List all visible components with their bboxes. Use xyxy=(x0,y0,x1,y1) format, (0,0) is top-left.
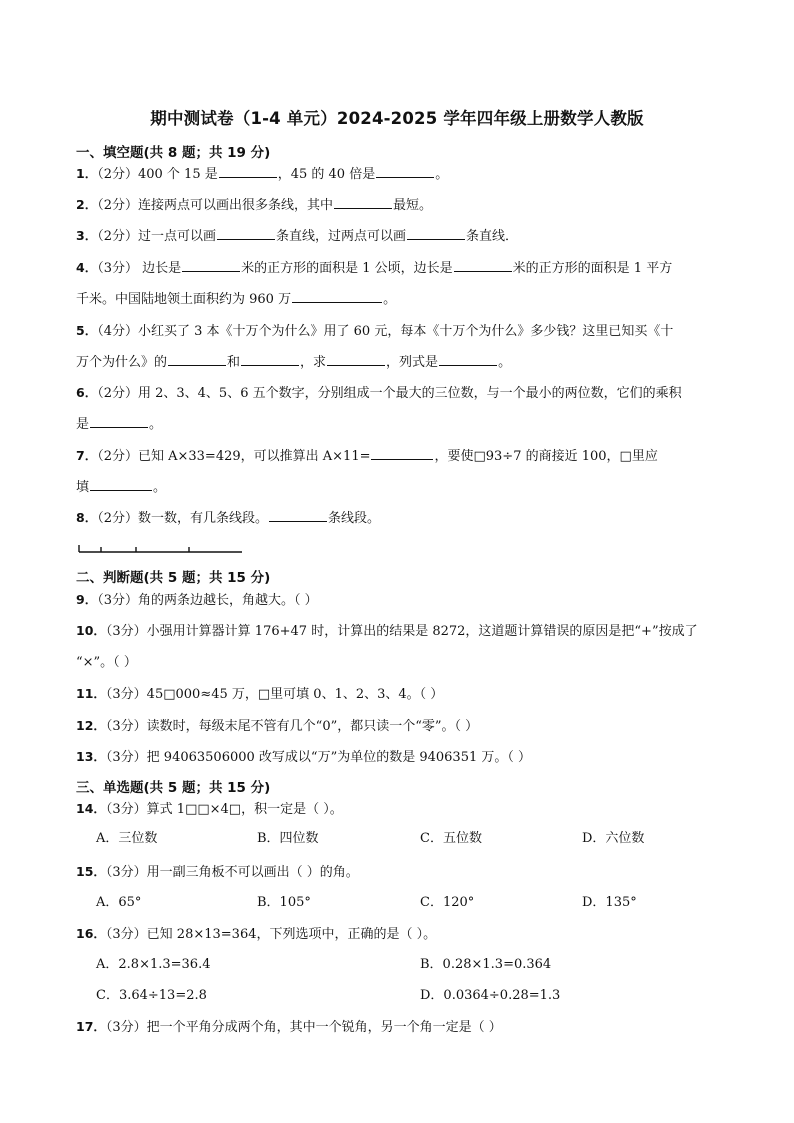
question-8: 8．（2分）数一数，有几条线段。 条线段。 xyxy=(76,502,744,534)
question-4: 4．（3分） 边长是 米的正方形的面积是 1 公顷，边长是 米的正方形的面积是 1 平方 千米。中国陆地领土面积约为 960 万 。 xyxy=(76,252,744,315)
option-a[interactable]: A．65° xyxy=(96,895,142,910)
answer-blank[interactable] xyxy=(407,225,465,240)
option-c[interactable]: C．五位数 xyxy=(420,831,482,846)
question-15: 15．（3分）用一副三角板不可以画出（ ）的角。 xyxy=(76,864,359,880)
answer-blank[interactable] xyxy=(269,507,327,522)
answer-blank[interactable] xyxy=(327,351,385,366)
option-d[interactable]: D．六位数 xyxy=(582,831,645,846)
line-segment-figure xyxy=(78,540,248,554)
option-a[interactable]: A．三位数 xyxy=(96,831,158,846)
question-10: 10．（3分）小强用计算器计算 176+47 时，计算出的结果是 8272，这道题计算错误的原因是把“+”按成了 “×”。（ ） xyxy=(76,623,698,670)
answer-blank[interactable] xyxy=(90,476,152,491)
question-16: 16．（3分）已知 28×13=364，下列选项中，正确的是（ ）。 xyxy=(76,926,437,942)
answer-blank[interactable] xyxy=(168,351,226,366)
question-17: 17．（3分）把一个平角分成两个角，其中一个锐角，另一个角一定是（ ） xyxy=(76,1019,502,1035)
question-2: 2．（2分）连接两点可以画出很多条线，其中 最短。 xyxy=(76,189,744,221)
question-3: 3．（2分）过一点可以画 条直线，过两点可以画 条直线． xyxy=(76,220,744,252)
question-6: 6．（2分）用 2、3、4、5、6 五个数字，分别组成一个最大的三位数，与一个最小的两位数，它们的乘积 是 。 xyxy=(76,385,682,432)
answer-blank[interactable] xyxy=(90,413,148,428)
question-9: 9．（3分）角的两条边越长，角越大。（ ） xyxy=(76,592,318,608)
option-d[interactable]: D．135° xyxy=(582,895,637,910)
answer-blank[interactable] xyxy=(334,194,392,209)
page-title: 期中测试卷（1-4 单元）2024-2025 学年四年级上册数学人教版 xyxy=(150,109,644,128)
section-single-choice: 三、单选题(共 5 题；共 15 分) xyxy=(76,780,271,796)
question-14: 14．（3分）算式 1□□×4□，积一定是（ ）。 xyxy=(76,801,343,817)
question-1: 1．（2分）400 个 15 是 ，45 的 40 倍是 。 xyxy=(76,158,744,190)
question-11: 11．（3分）45□000≈45 万，□里可填 0、1、2、3、4。（ ） xyxy=(76,686,444,702)
answer-blank[interactable] xyxy=(219,163,277,178)
option-c[interactable]: C．120° xyxy=(420,895,475,910)
question-12: 12．（3分）读数时，每级末尾不管有几个“0”，都只读一个“零”。（ ） xyxy=(76,718,479,734)
question-13: 13．（3分）把 94063506000 改写成以“万”为单位的数是 9406351 万。（ ） xyxy=(76,749,532,765)
answer-blank[interactable] xyxy=(292,288,382,303)
answer-blank[interactable] xyxy=(439,351,497,366)
section-fill-in: 一、填空题(共 8 题；共 19 分) xyxy=(76,145,271,161)
question-5: 5．（4分）小红买了 3 本《十万个为什么》用了 60 元，每本《十万个为什么》多少钱？这里已知买《十 万个为什么》的 和 ，求 ，列式是 。 xyxy=(76,323,674,370)
option-c[interactable]: C．3.64÷13=2.8 xyxy=(96,988,207,1003)
option-a[interactable]: A．2.8×1.3=36.4 xyxy=(96,957,211,972)
section-true-false: 二、判断题(共 5 题；共 15 分) xyxy=(76,570,271,586)
answer-blank[interactable] xyxy=(454,257,512,272)
option-b[interactable]: B．0.28×1.3=0.364 xyxy=(420,957,552,972)
question-7: 7．（2分）已知 A×33=429，可以推算出 A×11= ，要使□93÷7 的商接近 100，□里应 填 。 xyxy=(76,440,744,503)
answer-blank[interactable] xyxy=(376,163,434,178)
answer-blank[interactable] xyxy=(217,225,275,240)
option-b[interactable]: B．105° xyxy=(257,895,311,910)
option-d[interactable]: D．0.0364÷0.28=1.3 xyxy=(420,988,561,1003)
answer-blank[interactable] xyxy=(371,445,433,460)
answer-blank[interactable] xyxy=(182,257,240,272)
option-b[interactable]: B．四位数 xyxy=(257,831,319,846)
answer-blank[interactable] xyxy=(241,351,299,366)
